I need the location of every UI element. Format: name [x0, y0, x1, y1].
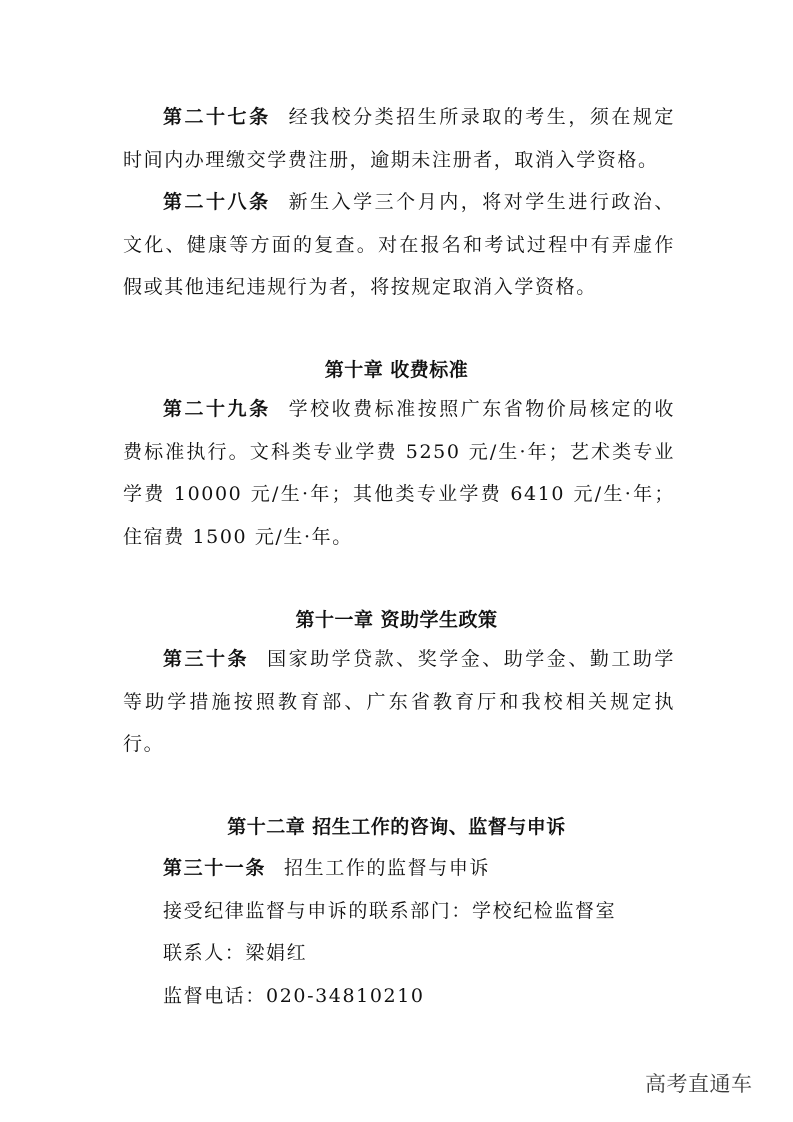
article-31-text: 招生工作的监督与申诉	[284, 857, 491, 879]
chapter-10-heading: 第十章 收费标准	[324, 359, 469, 381]
contact-phone: 监督电话：020-34810210	[163, 985, 425, 1007]
article-27-title: 第二十七条	[163, 106, 271, 128]
contact-person: 联系人：梁娟红	[163, 942, 308, 964]
article-28-title: 第二十八条	[163, 191, 271, 213]
watermark-logo-text: 高考直通车	[645, 1072, 753, 1096]
article-30-title: 第三十条	[163, 648, 250, 670]
article-29-text: 学校收费标准按照广东省物价局核定的收费标准执行。文科类专业学费 5250 元/生·年；艺术类专业学费 10000 元/生·年；其他类专业学费 6410 元/生·年；住宿费 1500 元/生·年。	[123, 398, 675, 548]
article-30-text: 国家助学贷款、奖学金、助学金、勤工助学等助学措施按照教育部、广东省教育厅和我校相关规定执行。	[123, 648, 675, 755]
chapter-11-heading: 第十一章 资助学生政策	[295, 609, 498, 631]
article-29	[123, 388, 675, 558]
article-27-text: 经我校分类招生所录取的考生，须在规定时间内办理缴交学费注册，逾期未注册者，取消入学资格。	[123, 106, 675, 171]
article-30	[123, 638, 675, 766]
contact-department: 接受纪律监督与申诉的联系部门：学校纪检监督室	[163, 900, 617, 922]
article-29-title: 第二十九条	[163, 398, 271, 420]
article-27	[123, 96, 675, 181]
article-28-text: 新生入学三个月内，将对学生进行政治、文化、健康等方面的复查。对在报名和考试过程中有弄虚作假或其他违纪违规行为者，将按规定取消入学资格。	[123, 191, 675, 298]
article-31-title: 第三十一条	[163, 857, 267, 879]
article-28	[123, 181, 675, 309]
article-31	[163, 853, 490, 880]
chapter-12-heading: 第十二章 招生工作的咨询、监督与申诉	[227, 816, 566, 838]
